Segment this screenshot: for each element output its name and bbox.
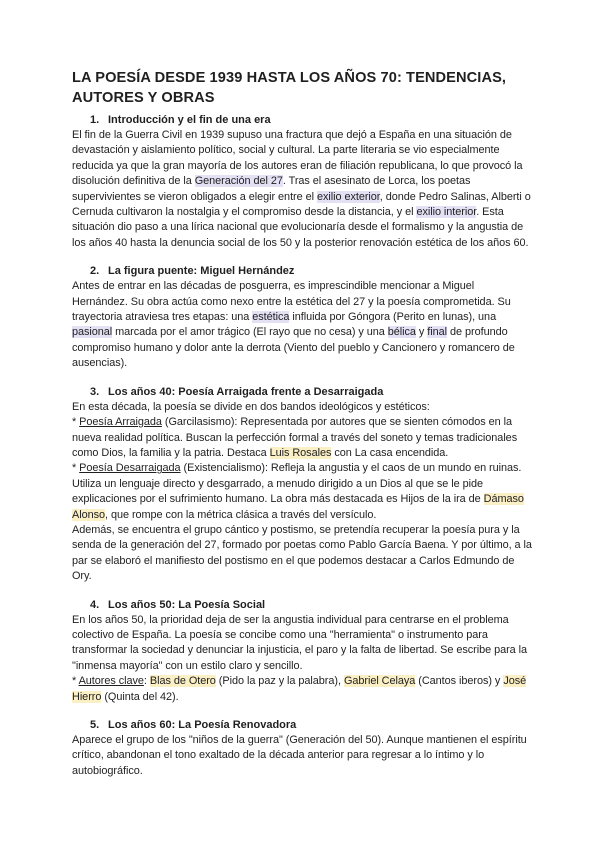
highlight-jose-hierro: José Hierro <box>72 675 527 703</box>
section-2-title: La figura puente: Miguel Hernández <box>108 265 295 278</box>
label-autores-clave: Autores clave <box>78 675 144 688</box>
label-poesia-arraigada: Poesía Arraigada <box>79 416 162 429</box>
bullet-poesia-desarraigada <box>72 461 532 523</box>
section-5-heading <box>72 717 532 733</box>
spacer <box>72 705 532 717</box>
text-run: (Garcilasismo): Representada por autores que se sienten cómodos en la nueva realidad política. Buscan la perfección formal a través del soneto y temas tradicionales como Dios, la familia y la patria. Destaca <box>72 416 518 459</box>
text-run: , donde Pedro Salinas, Alberti o Cernuda cultivaron la nostalgia y el compromiso desde la distancia, y el <box>72 190 531 219</box>
section-4-heading <box>72 597 532 613</box>
label-poesia-desarraigada: Poesía Desarraigada <box>79 462 181 475</box>
document-title: LA POESÍA DESDE 1939 HASTA LOS AÑOS 70: TENDENCIAS, AUTORES Y OBRAS <box>72 70 507 106</box>
section-1-heading <box>72 112 532 128</box>
section-4-title: Los años 50: La Poesía Social <box>108 598 266 611</box>
document-page <box>72 68 532 779</box>
highlight-exilio-exterior: exilio exterior <box>316 190 380 203</box>
text-run: con La casa encendida. <box>331 446 449 459</box>
section-3-title: Los años 40: Poesía Arraigada frente a Desarraigada <box>108 385 384 398</box>
section-2-number: 2. <box>90 265 100 278</box>
section-5-paragraph: Aparece el grupo de los "niños de la guerra" (Generación del 50). Aunque mantienen el espíritu crítico, abandonan el tono exaltado de la década anterior para regresar a lo íntimo y lo autobiográfico. <box>72 734 527 777</box>
text-run: influida por Góngora (Perito en lunas), una <box>289 311 497 324</box>
highlight-damaso-alonso: Dámaso Alonso <box>72 493 524 521</box>
section-3-intro: En esta década, la poesía se divide en dos bandos ideológicos y estéticos: <box>72 400 430 413</box>
section-1-number: 1. <box>90 114 100 126</box>
section-4-number: 4. <box>90 598 100 611</box>
section-5-number: 5. <box>90 719 100 731</box>
text-run: , que rompe con la métrica clásica a través del versículo. <box>105 508 377 521</box>
bullet-poesia-arraigada <box>72 415 532 461</box>
bullet-marker: * <box>72 416 80 429</box>
highlight-pasional: pasional <box>72 326 113 339</box>
section-2-paragraph <box>72 279 532 371</box>
text-run: . Tras el asesinato de Lorca, los poetas supervivientes se vieron obligados a elegir entre el <box>72 175 471 203</box>
text-run: (Cantos iberos) y <box>415 675 504 688</box>
section-4-paragraph: En los años 50, la prioridad deja de ser la angustia individual para centrarse en el problema colectivo de España. La poesía se concibe como una "herramienta" o instrumento para transformar la sociedad y denunciar la injusticia, el paro y la falta de libertad. Se escribe para la "inmensa mayoría" con un estilo claro y sencillo. <box>72 613 528 672</box>
bullet-marker: * <box>72 675 79 688</box>
section-1-title: Introducción y el fin de una era <box>108 114 271 126</box>
section-3-number: 3. <box>90 385 100 398</box>
text-run: El fin de la Guerra Civil en 1939 supuso una fractura que dejó a España en una situación de devastación y aislamiento político, social y cultural. La parte literaria se vio especialmente reducida ya que la gran mayoría de los autores eran de filiación republicana, lo que provocó la disolución definitiva de la <box>72 129 523 188</box>
text-run: (Quinta del 42). <box>101 690 179 703</box>
highlight-exilio-interior: exilio interior <box>416 206 477 219</box>
highlight-generacion-27: Generación del 27 <box>194 175 283 188</box>
text-run: y <box>415 326 428 339</box>
section-3-paragraph: Además, se encuentra el grupo cántico y postismo, se pretendía recuperar la poesía pura y la senda de la generación del 27, formado por poetas como Pablo García Baena. Y por último, a la par se elaboró el manifiesto del postismo en el que podemos destacar a Carlos Edmundo de Ory. <box>72 523 532 583</box>
bullet-autores-clave <box>72 674 532 705</box>
text-run: . Esta situación dio paso a una lírica nacional que evolucionaría desde el formalismo y la angustia de los años 40 hasta la denuncia social de los 50 y la posterior renovación estética de los años 60. <box>72 206 529 249</box>
text-run: (Pido la paz y la palabra), <box>215 675 344 688</box>
highlight-gabriel-celaya: Gabriel Celaya <box>343 675 416 688</box>
section-3-heading <box>72 384 532 400</box>
highlight-estetica: estética <box>252 311 290 324</box>
spacer <box>72 585 532 597</box>
spacer <box>72 372 532 384</box>
text-run: Antes de entrar en las décadas de posguerra, es imprescindible mencionar a Miguel Hernández. Su obra actúa como nexo entre la estética del 27 y la poesía comprometida. Su trayectoria atraviesa tres etapas: una <box>72 280 511 324</box>
spacer <box>72 251 532 263</box>
section-1-paragraph <box>72 128 532 251</box>
text-run: marcada por el amor trágico (El rayo que no cesa) y una <box>112 326 388 339</box>
highlight-luis-rosales: Luis Rosales <box>269 446 332 459</box>
highlight-belica: bélica <box>387 326 416 339</box>
highlight-blas-de-otero: Blas de Otero <box>149 675 216 688</box>
section-2-heading <box>72 263 532 279</box>
text-run: (Existencialismo): Refleja la angustia y el caos de un mundo en ruinas. Utiliza un lenguaje directo y desgarrado, a menudo dirigido a un Dios al que se le pide explicaciones por el sufrimiento humano. La obra más destacada es Hijos de la ira de <box>72 462 522 506</box>
text-run: : <box>143 675 150 688</box>
highlight-final: final <box>427 326 448 339</box>
bullet-marker: * <box>72 462 80 475</box>
section-5-title: Los años 60: La Poesía Renovadora <box>108 719 297 731</box>
text-run: de profundo compromiso humano y dolor ante la derrota (Viento del pueblo y Cancionero y romancero de ausencias). <box>72 326 515 370</box>
